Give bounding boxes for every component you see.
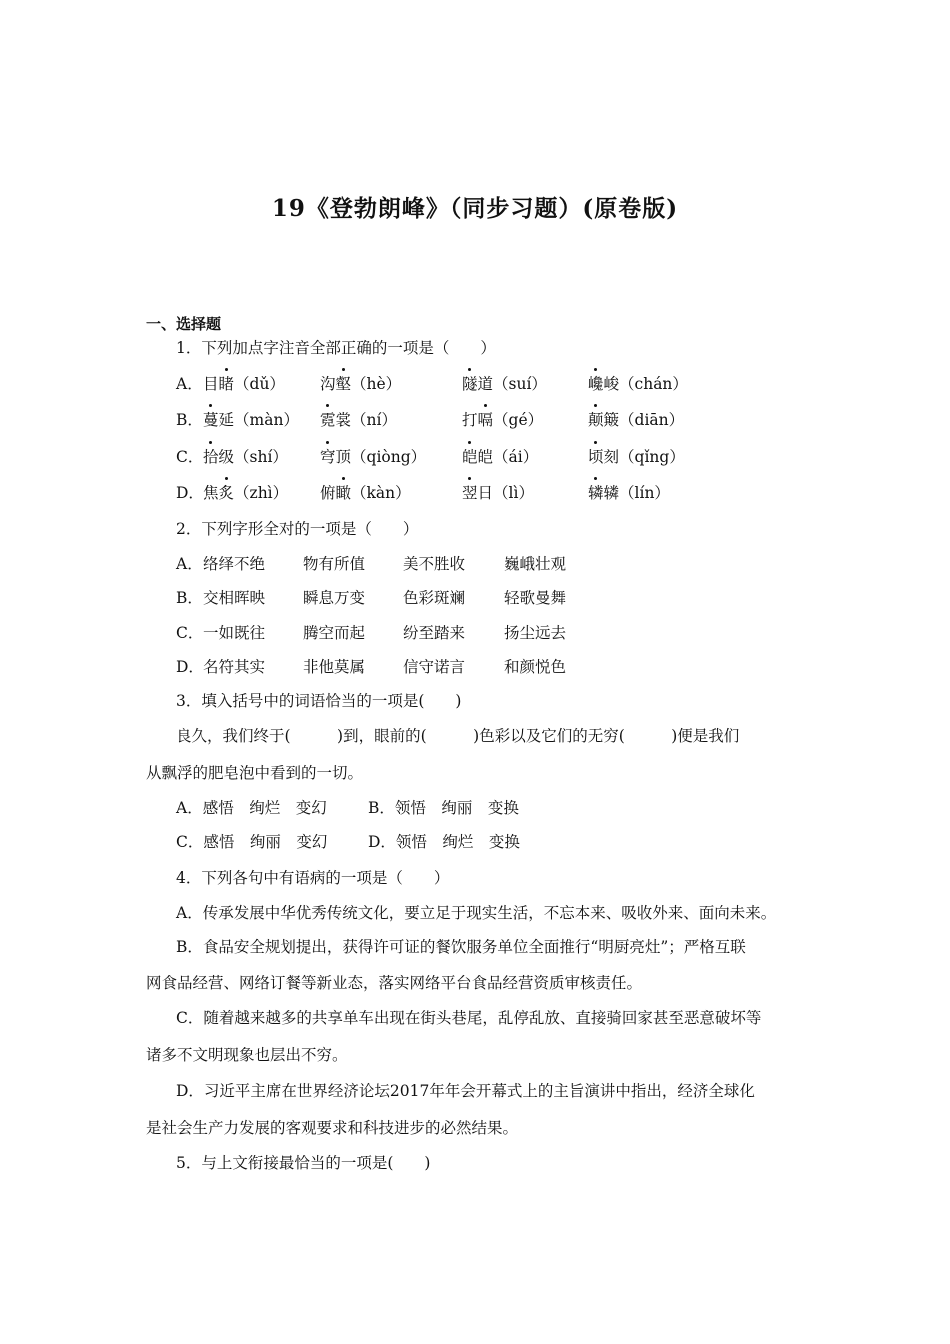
word-part: （lín）: [619, 484, 670, 502]
dotted-character: 壑: [336, 372, 352, 394]
word-part: （chán）: [619, 375, 688, 393]
question-1-stem: 1．下列加点字注音全部正确的一项是（ ）: [176, 339, 496, 357]
q3-option-c: C．感悟 绚丽 变幻: [176, 833, 328, 851]
question-3-stem: 3．填入括号中的词语恰当的一项是( ): [176, 692, 462, 710]
word-part: （shí）: [234, 448, 288, 466]
q1-option-label: A．: [176, 375, 203, 393]
word-part: 级: [218, 448, 235, 466]
dotted-character: 睹: [219, 372, 235, 394]
dotted-character: 霓: [320, 408, 336, 430]
word-part: （kàn）: [351, 484, 411, 502]
q4-option-d-line-2: 是社会生产力发展的客观要求和科技进步的必然结果。: [146, 1119, 519, 1137]
q1-word-item: [462, 481, 534, 503]
q3-option-b: B．领悟 绚丽 变换: [368, 799, 519, 817]
word-part: （zhì）: [234, 484, 289, 502]
q2-option-label: A．: [176, 555, 203, 573]
q1-word-item: [320, 445, 426, 467]
dotted-character: 穹: [320, 445, 336, 467]
dotted-character: 巉: [588, 372, 604, 394]
q4-option-c-line-1: C．随着越来越多的共享单车出现在街头巷尾，乱停乱放、直接骑回家甚至恶意破坏等: [176, 1009, 762, 1027]
q1-option-label: D．: [176, 484, 204, 502]
word-part: （gé）: [493, 411, 544, 429]
word-part: 辚: [603, 484, 620, 502]
q4-option-c-line-2: 诸多不文明现象也层出不穷。: [146, 1046, 348, 1064]
dotted-character: 隧: [462, 372, 478, 394]
dotted-character: 辚: [588, 481, 604, 503]
q2-word: 一如既往: [203, 624, 266, 642]
word-part: （lì）: [493, 484, 534, 502]
q2-option-label: C．: [176, 624, 204, 642]
q1-word-item: [462, 445, 538, 467]
word-part: 皑: [477, 448, 494, 466]
word-part: （dǔ）: [234, 375, 285, 393]
dotted-character: 炙: [219, 481, 235, 503]
word-part: （ní）: [351, 411, 397, 429]
word-part: （hè）: [351, 375, 402, 393]
q1-word-item: [588, 372, 688, 394]
q1-word-item: [203, 408, 299, 430]
q1-word-item: [320, 408, 397, 430]
word-part: 顶: [335, 448, 352, 466]
word-part: 刻: [603, 448, 620, 466]
q2-word: 名符其实: [203, 658, 266, 676]
q3-option-a: A．感悟 绚烂 变幻: [176, 799, 327, 817]
word-part: 日: [477, 484, 494, 502]
word-part: 簸: [603, 411, 620, 429]
word-part: 目: [203, 375, 219, 393]
dotted-character: 顷: [588, 445, 604, 467]
q1-word-item: [588, 445, 685, 467]
dotted-character: 颠: [588, 408, 604, 430]
q3-passage-line-1: 良久，我们终于( )到，眼前的( )色彩以及它们的无穷( )便是我们: [176, 727, 740, 745]
q2-word: 物有所值: [303, 555, 366, 573]
q2-word: 交相晖映: [203, 589, 266, 607]
q4-option-b-line-2: 网食品经营、网络订餐等新业态，落实网络平台食品经营资质审核责任。: [146, 974, 643, 992]
q1-word-item: [588, 481, 670, 503]
dotted-character: 拾: [203, 445, 219, 467]
q2-word: 信守诺言: [403, 658, 466, 676]
q3-passage-line-2: 从飘浮的肥皂泡中看到的一切。: [146, 764, 364, 782]
dotted-character: 瞰: [336, 481, 352, 503]
dotted-character: 翌: [462, 481, 478, 503]
word-part: 延: [218, 411, 235, 429]
q4-option-d-line-1: D．习近平主席在世界经济论坛2017年年会开幕式上的主旨演讲中指出，经济全球化: [176, 1082, 755, 1100]
section-heading: 一、选择题: [146, 315, 222, 333]
q1-word-item: [588, 408, 684, 430]
q2-word: 纷至踏来: [403, 624, 466, 642]
question-5-stem: 5．与上文衔接最恰当的一项是( ): [176, 1154, 431, 1172]
q2-word: 轻歌曼舞: [504, 589, 567, 607]
q3-option-d: D．领悟 绚烂 变换: [368, 833, 520, 851]
word-part: 俯: [320, 484, 336, 502]
q1-option-label: C．: [176, 448, 204, 466]
q1-word-item: [203, 372, 285, 394]
q2-word: 和颜悦色: [504, 658, 567, 676]
word-part: （qǐng）: [619, 448, 685, 466]
dotted-character: 皑: [462, 445, 478, 467]
q1-word-item: [320, 372, 401, 394]
dotted-character: 蔓: [203, 408, 219, 430]
q1-word-item: [320, 481, 411, 503]
q4-option-a: A．传承发展中华优秀传统文化，要立足于现实生活，不忘本来、吸收外来、面向未来。: [176, 904, 777, 922]
q2-option-label: D．: [176, 658, 204, 676]
q2-word: 扬尘远去: [504, 624, 567, 642]
word-part: 沟: [320, 375, 336, 393]
q1-word-item: [462, 372, 547, 394]
q4-option-b-line-1: B．食品安全规划提出，获得许可证的餐饮服务单位全面推行“明厨亮灶”；严格互联: [176, 938, 746, 956]
word-part: 道: [477, 375, 494, 393]
q1-word-item: [203, 481, 288, 503]
word-part: （màn）: [234, 411, 299, 429]
word-part: （suí）: [493, 375, 547, 393]
q1-word-item: [203, 445, 288, 467]
q2-word: 美不胜收: [403, 555, 466, 573]
question-2-stem: 2．下列字形全对的一项是（ ）: [176, 520, 419, 538]
q2-word: 络绎不绝: [203, 555, 266, 573]
word-part: 打: [462, 411, 478, 429]
word-part: 裳: [335, 411, 352, 429]
dotted-character: 嗝: [478, 408, 494, 430]
word-part: 焦: [203, 484, 219, 502]
q2-option-label: B．: [176, 589, 203, 607]
word-part: （ái）: [493, 448, 539, 466]
question-4-stem: 4．下列各句中有语病的一项是（ ）: [176, 869, 450, 887]
word-part: （diān）: [619, 411, 685, 429]
word-part: （qiòng）: [351, 448, 427, 466]
word-part: 峻: [603, 375, 620, 393]
q1-option-label: B．: [176, 411, 203, 429]
q2-word: 瞬息万变: [303, 589, 366, 607]
q2-word: 腾空而起: [303, 624, 366, 642]
q2-word: 巍峨壮观: [504, 555, 567, 573]
q2-word: 非他莫属: [303, 658, 366, 676]
page-title: 19《登勃朗峰》（同步习题）(原卷版): [271, 195, 679, 222]
q1-word-item: [462, 408, 543, 430]
q2-word: 色彩斑斓: [403, 589, 466, 607]
